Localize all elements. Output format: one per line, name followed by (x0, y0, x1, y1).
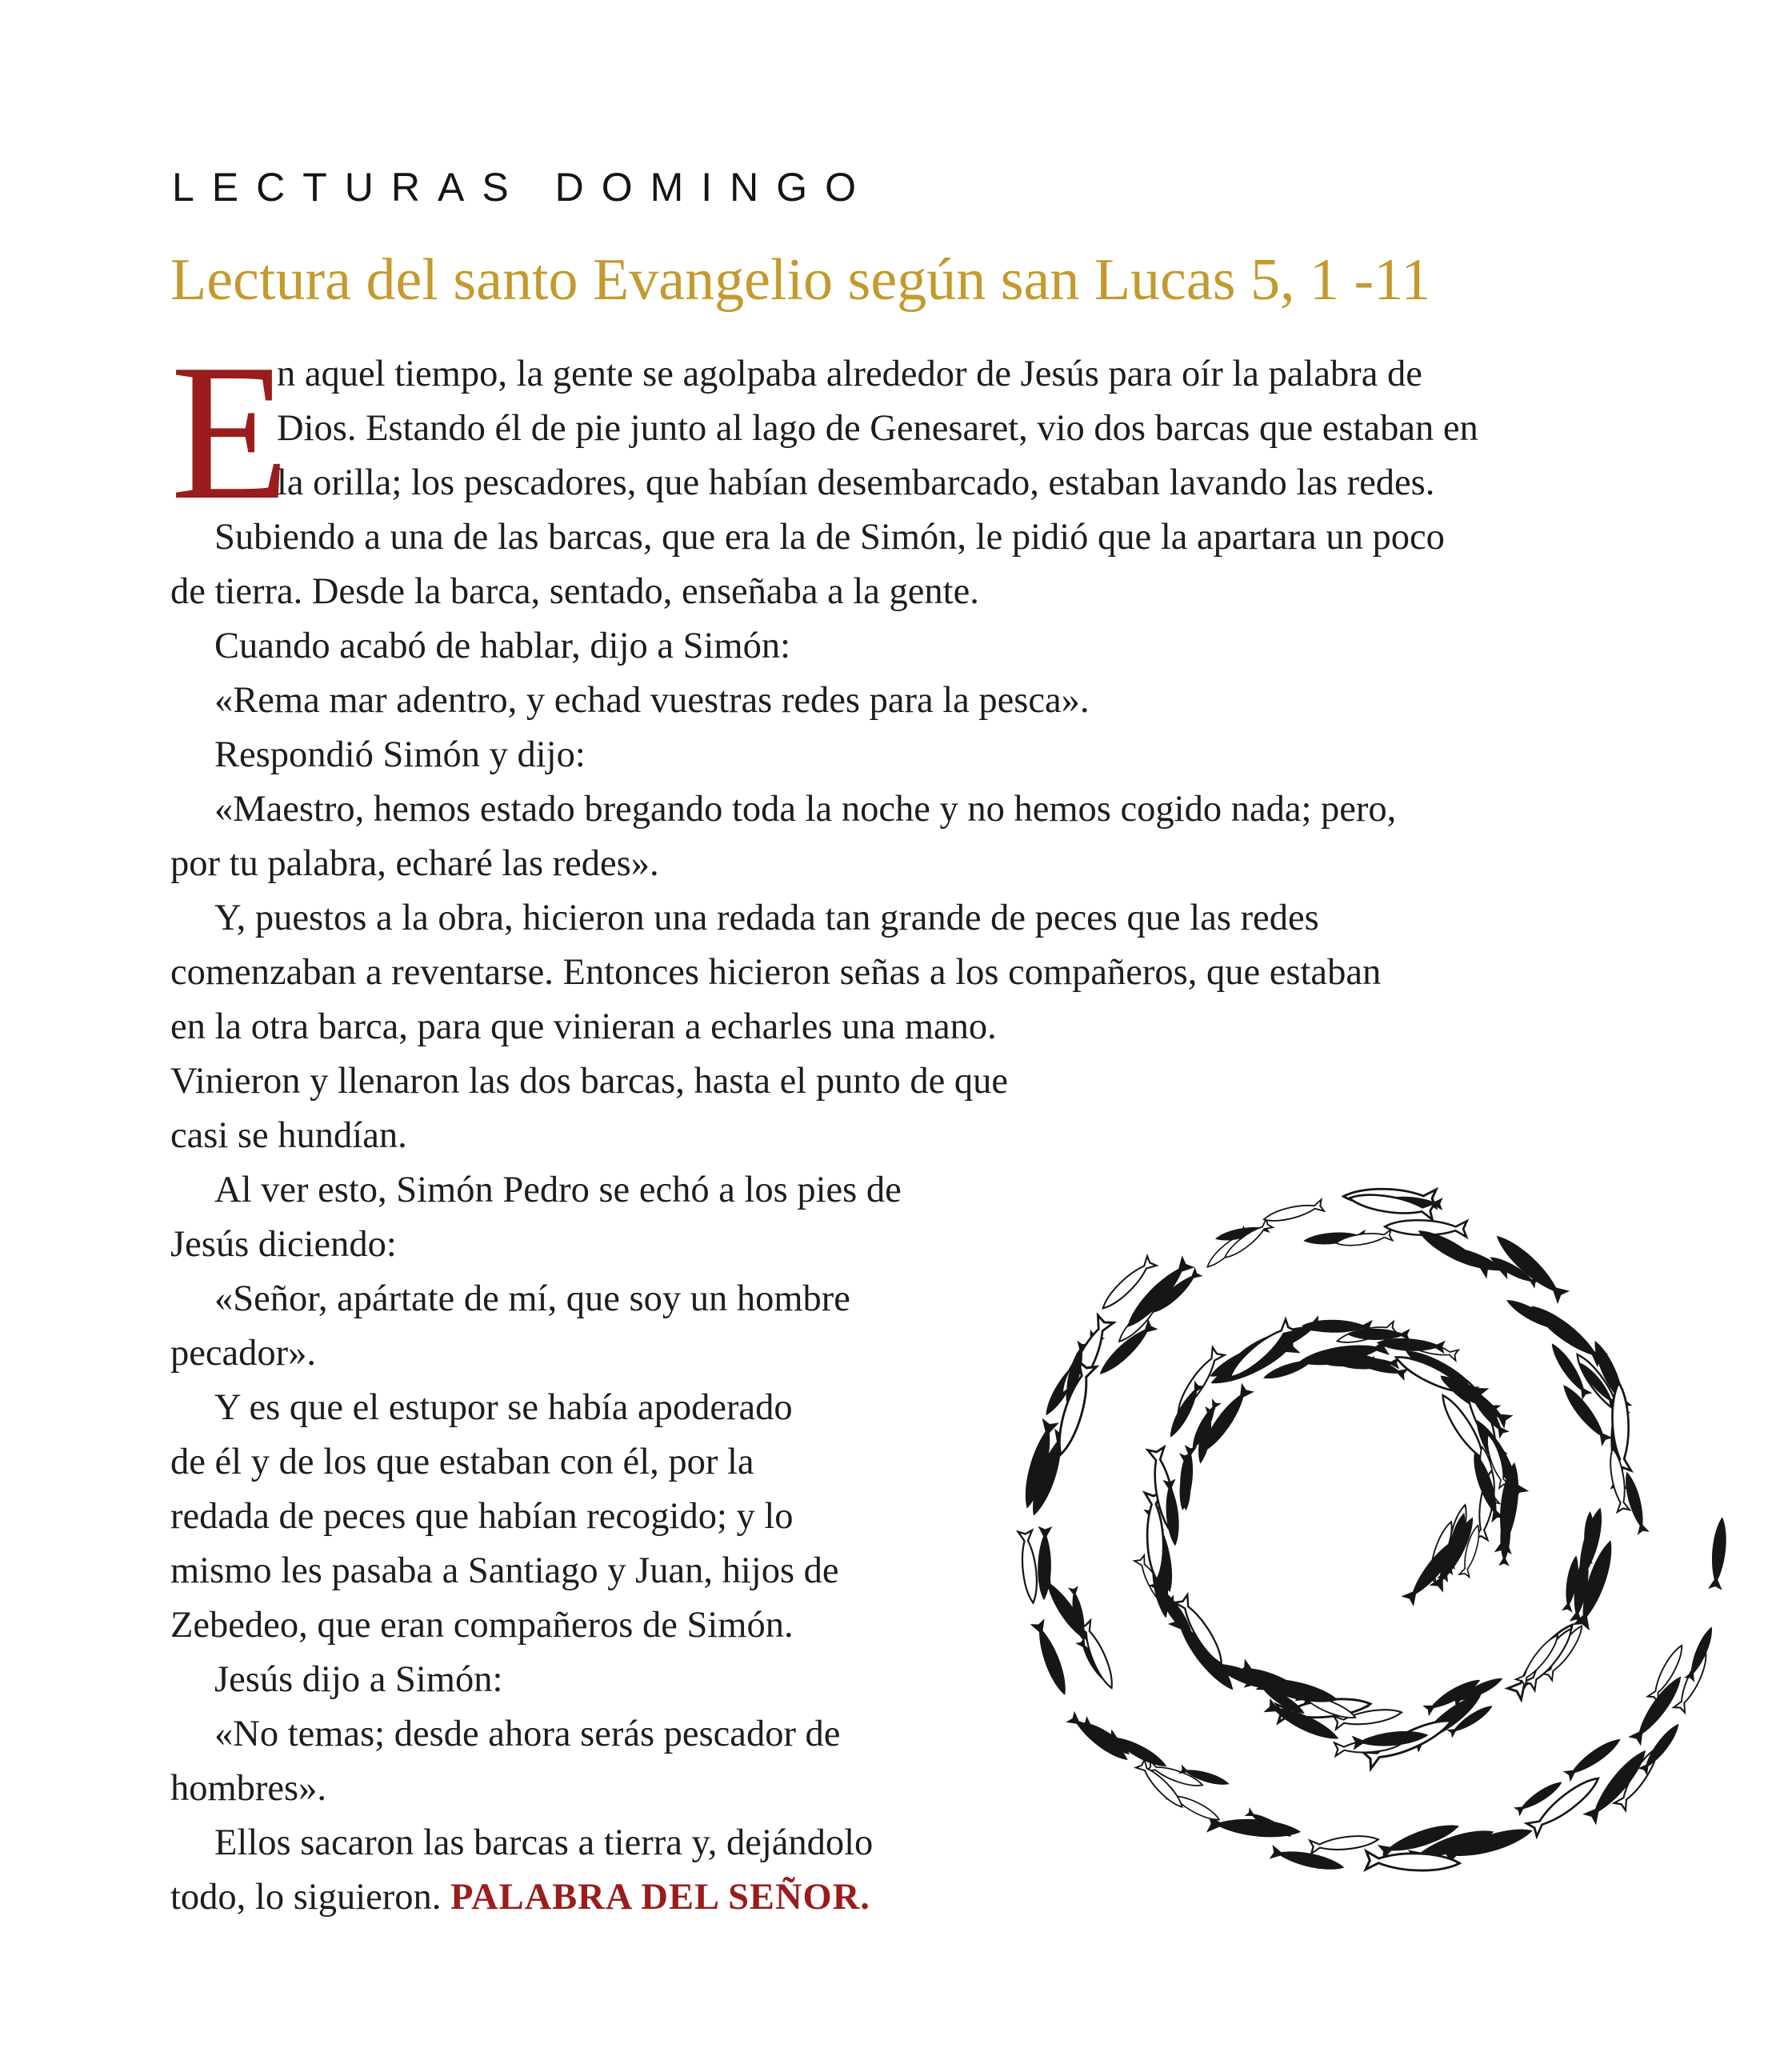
fish-icon (1708, 1516, 1730, 1590)
reading-line: la orilla; los pescadores, que habían desembarcado, estaban lavando las redes. (277, 462, 1435, 503)
reading-line: por tu palabra, echaré las redes». (170, 843, 659, 884)
fish-icon (1401, 1533, 1465, 1606)
reading-line: comenzaban a reventarse. Entonces hicieron señas a los compañeros, que estaban (170, 952, 1382, 993)
reading-line: Zebedeo, que eran compañeros de Simón. (170, 1605, 794, 1646)
fish-icon (1066, 1711, 1132, 1766)
reading-line: Jesús diciendo: (170, 1224, 397, 1265)
drop-cap: E (170, 324, 290, 540)
reading-title: Lectura del santo Evangelio según san Lucas 5, 1 -11 (170, 247, 1431, 313)
reading-line: Subiendo a una de las barcas, que era la de Simón, le pidió que la apartara un poco (214, 517, 1445, 558)
reading-line: de tierra. Desde la barca, sentado, enseñaba a la gente. (170, 571, 979, 612)
reading-line: mismo les pasaba a Santiago y Juan, hijos de (170, 1550, 839, 1591)
reading-last-line (170, 1874, 870, 1922)
reading-line: «No temas; desde ahora serás pescador de (214, 1714, 841, 1754)
fish-icon (1563, 1734, 1625, 1782)
reading-line: Al ver esto, Simón Pedro se echó a los pies de (214, 1170, 902, 1210)
fish-icon (1621, 1470, 1650, 1535)
reading-line: casi se hundían. (170, 1115, 407, 1156)
fish-icon (1366, 1851, 1460, 1872)
reading-line: Vinieron y llenaron las dos barcas, hasta el punto de que (170, 1061, 1009, 1102)
reading-line: de él y de los que estaban con él, por la (170, 1442, 754, 1482)
reading-line: Cuando acabó de hablar, dijo a Simón: (214, 626, 791, 666)
fish-icon (1523, 1625, 1576, 1690)
fish-icon (1080, 1716, 1133, 1759)
reading-line: Y, puestos a la obra, hicieron una redada tan grande de peces que las redes (214, 898, 1319, 938)
reading-line: «Señor, apártate de mí, que soy un hombre (214, 1278, 850, 1319)
fish-icon (1262, 1199, 1324, 1225)
closing-acclamation: PALABRA DEL SEÑOR. (450, 1877, 870, 1918)
fish-icon (1121, 1255, 1195, 1333)
fish-icon (1206, 1814, 1302, 1841)
fish-icon (1030, 1618, 1073, 1698)
reading-line: Dios. Estando él de pie junto al lago de Genesaret, vio dos barcas que estaban en (277, 408, 1478, 449)
reading-line: hombres». (170, 1768, 327, 1809)
reading-line: pecador». (170, 1333, 317, 1374)
reading-line: «Rema mar adentro, y echad vuestras redes para la pesca». (214, 680, 1090, 721)
reading-line: Y es que el estupor se había apoderado (214, 1387, 793, 1428)
fish-icon (1310, 1833, 1378, 1854)
fish-school-spiral-icon (944, 1056, 1744, 1976)
reading-line: Respondió Simón y dijo: (214, 734, 586, 775)
reading-line: Ellos sacaron las barcas a tierra y, dejándolo (214, 1822, 874, 1863)
reading-line: «Maestro, hemos estado bregando toda la noche y no hemos cogido nada; pero, (214, 789, 1397, 830)
reading-line: Jesús dijo a Simón: (214, 1659, 503, 1700)
reading-line: todo, lo siguieron. (170, 1877, 442, 1918)
section-kicker: LECTURAS DOMINGO (172, 165, 874, 210)
reading-line: en la otra barca, para que vinieran a echarles una mano. (170, 1006, 997, 1047)
reading-line: n aquel tiempo, la gente se agolpaba alrededor de Jesús para oír la palabra de (277, 354, 1422, 394)
fish-icon (1526, 1772, 1603, 1837)
fish-icon (1222, 1219, 1273, 1262)
reading-line: redada de peces que habían recogido; y lo (170, 1496, 794, 1537)
fish-icon (1018, 1530, 1041, 1604)
